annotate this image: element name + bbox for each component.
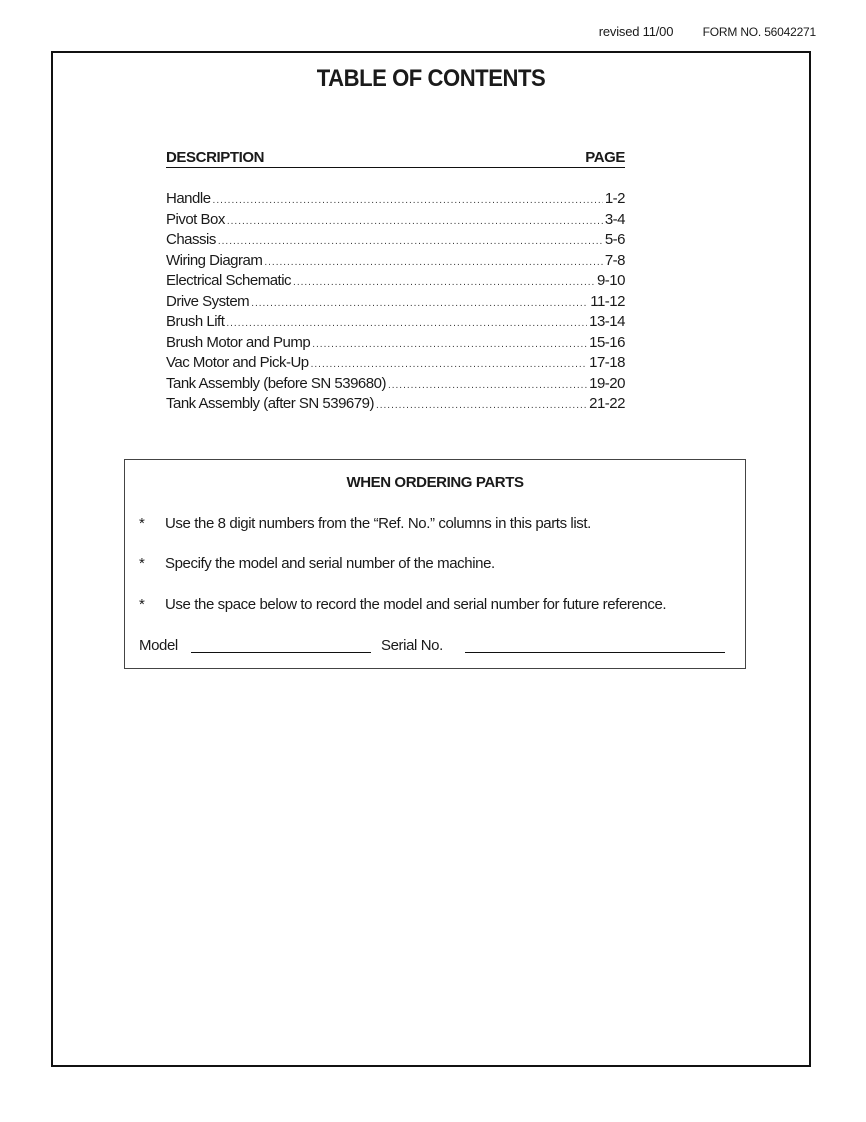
toc-entry-page: 15-16 — [589, 333, 625, 351]
toc-entry-label: Tank Assembly (before SN 539680) — [166, 374, 386, 392]
toc-entry[interactable] — [166, 375, 625, 396]
ordering-instruction — [139, 555, 495, 572]
serial-label: Serial No. — [381, 637, 443, 654]
leader-dots — [388, 380, 587, 391]
form-header — [599, 24, 816, 39]
instruction-text: Use the space below to record the model and serial number for future reference. — [165, 596, 667, 613]
toc-entry-label: Brush Motor and Pump — [166, 333, 311, 351]
leader-dots — [218, 236, 603, 247]
bullet-asterisk: * — [139, 596, 145, 613]
model-label: Model — [139, 637, 178, 654]
toc-entry[interactable] — [166, 190, 625, 211]
leader-dots — [311, 359, 588, 370]
toc-entry-label: Handle — [166, 190, 211, 207]
leader-dots — [213, 195, 603, 206]
toc-entry[interactable] — [166, 354, 625, 375]
toc-entry-page: 11-12 — [590, 292, 625, 310]
toc-entry-label: Electrical Schematic — [166, 272, 292, 289]
toc-entry[interactable] — [166, 334, 625, 355]
toc-entry-label: Drive System — [166, 292, 250, 310]
toc-entry-label: Brush Lift — [166, 313, 225, 330]
model-entry-line[interactable] — [191, 652, 371, 653]
toc-entry-page: 3-4 — [604, 210, 625, 228]
leader-dots — [227, 216, 603, 227]
toc-entry[interactable] — [166, 293, 625, 314]
toc-entry[interactable] — [166, 231, 625, 252]
leader-dots — [264, 257, 602, 268]
toc-header — [166, 149, 625, 168]
bullet-asterisk: * — [139, 515, 145, 532]
leader-dots — [376, 400, 587, 411]
serial-entry-line[interactable] — [465, 652, 725, 653]
toc-entry-page: 7-8 — [604, 251, 625, 269]
toc-entry[interactable] — [166, 252, 625, 273]
revision-date: revised 11/00 — [598, 24, 674, 39]
leader-dots — [293, 277, 595, 288]
toc-entry-label: Pivot Box — [166, 210, 225, 228]
leader-dots — [226, 318, 587, 329]
ordering-parts-title: WHEN ORDERING PARTS — [346, 474, 524, 491]
page-frame — [51, 51, 811, 1067]
toc-description-heading: DESCRIPTION — [166, 149, 265, 166]
toc-entry-page: 13-14 — [589, 313, 625, 330]
leader-dots — [312, 339, 587, 350]
toc-entry-label: Vac Motor and Pick-Up — [166, 354, 309, 371]
instruction-text: Specify the model and serial number of the machine. — [165, 555, 495, 572]
toc-list — [166, 190, 625, 416]
toc-entry-page: 21-22 — [589, 395, 625, 412]
toc-entry[interactable] — [166, 272, 625, 293]
table-of-contents — [166, 149, 625, 416]
toc-entry-label: Wiring Diagram — [166, 251, 263, 269]
leader-dots — [251, 298, 588, 309]
toc-page-heading: PAGE — [585, 149, 625, 166]
toc-entry[interactable] — [166, 211, 625, 232]
page-title: TABLE OF CONTENTS — [316, 65, 546, 92]
instruction-text: Use the 8 digit numbers from the “Ref. No.” columns in this parts list. — [165, 515, 591, 532]
toc-entry-page: 19-20 — [589, 374, 625, 392]
ordering-instruction — [139, 596, 666, 613]
toc-entry-page: 17-18 — [589, 354, 625, 371]
form-number: FORM NO. 56042271 — [702, 25, 816, 39]
bullet-asterisk: * — [139, 555, 145, 572]
ordering-parts-box — [124, 459, 746, 669]
toc-entry[interactable] — [166, 313, 625, 334]
toc-entry-page: 1-2 — [604, 190, 625, 207]
toc-entry-page: 9-10 — [596, 272, 625, 289]
toc-entry-page: 5-6 — [604, 231, 625, 248]
toc-entry-label: Chassis — [166, 231, 216, 248]
toc-entry[interactable] — [166, 395, 625, 416]
toc-entry-label: Tank Assembly (after SN 539679) — [166, 395, 374, 412]
ordering-instruction — [139, 515, 591, 532]
